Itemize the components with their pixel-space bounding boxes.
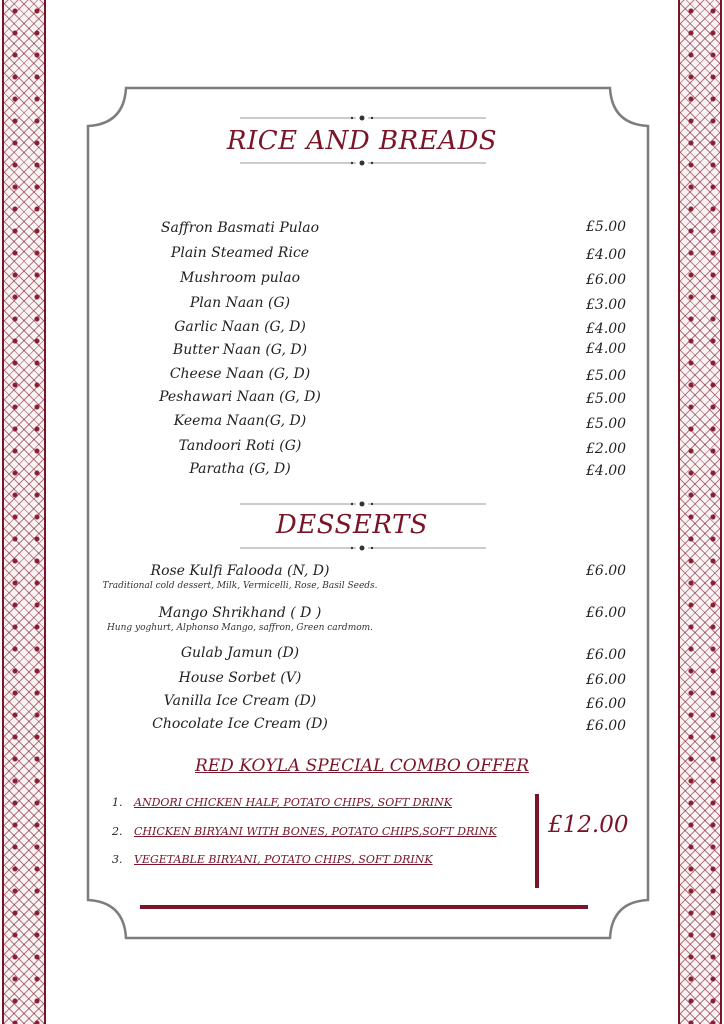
menu-item-price: £6.00 (586, 647, 627, 663)
combo-item (112, 853, 532, 866)
menu-item-name: Garlic Naan (G, D) (174, 319, 306, 335)
menu-item-price: £5.00 (586, 416, 627, 432)
menu-item-name: Butter Naan (G, D) (172, 342, 308, 358)
combo-item-text: CHICKEN BIRYANI WITH BONES, POTATO CHIPS,SOFT DRINK (134, 825, 497, 838)
menu-item-price: £5.00 (586, 219, 627, 235)
section-title-desserts: DESSERTS (275, 510, 429, 540)
combo-price: £12.00 (548, 812, 629, 838)
menu-item-name: Plain Steamed Rice (170, 245, 310, 261)
combo-item-number: 3. (112, 853, 123, 866)
menu-item-name: Paratha (G, D) (189, 461, 291, 477)
combo-offer-title: RED KOYLA SPECIAL COMBO OFFER (194, 756, 530, 776)
menu-item-name: Keema Naan(G, D) (173, 413, 307, 429)
menu-item-name: Cheese Naan (G, D) (169, 366, 311, 382)
section-title-rice-breads: RICE AND BREADS (226, 126, 498, 156)
menu-item-price: £6.00 (586, 696, 627, 712)
combo-item (112, 796, 532, 809)
combo-item (112, 825, 532, 838)
menu-item-name: Plan Naan (G) (189, 295, 291, 311)
menu-item-name: Rose Kulfi Falooda (N, D) (150, 563, 330, 579)
menu-item-description: Traditional cold dessert, Milk, Vermicelli, Rose, Basil Seeds. (102, 581, 378, 591)
menu-item-price: £4.00 (586, 341, 627, 357)
combo-item-number: 2. (112, 825, 123, 838)
menu-item-name: Gulab Jamun (D) (180, 645, 300, 661)
combo-item-number: 1. (112, 796, 123, 809)
menu-item-price: £2.00 (586, 441, 627, 457)
menu-item-price: £6.00 (586, 605, 627, 621)
menu-item-name: Tandoori Roti (G) (178, 438, 302, 454)
menu-item-name: Vanilla Ice Cream (D) (163, 693, 317, 709)
menu-item-name: Saffron Basmati Pulao (160, 220, 320, 236)
menu-item-name: Peshawari Naan (G, D) (159, 389, 321, 405)
menu-item-price: £4.00 (586, 247, 627, 263)
menu-item-price: £4.00 (586, 463, 627, 479)
menu-item-name: House Sorbet (V) (178, 670, 302, 686)
menu-item-price: £6.00 (586, 272, 627, 288)
bottom-rule (140, 905, 588, 909)
menu-item-price: £5.00 (586, 391, 627, 407)
menu-item-price: £4.00 (586, 321, 627, 337)
menu-item-price: £5.00 (586, 368, 627, 384)
combo-price-divider (535, 794, 539, 888)
combo-item-text: ANDORI CHICKEN HALF, POTATO CHIPS, SOFT DRINK (134, 796, 452, 809)
menu-item-name: Mushroom pulao (179, 270, 301, 286)
menu-item-name: Mango Shrikhand ( D ) (158, 605, 322, 621)
menu-item-price: £6.00 (586, 672, 627, 688)
menu-item-description: Hung yoghurt, Alphonso Mango, saffron, Green cardmom. (106, 623, 374, 633)
combo-item-text: VEGETABLE BIRYANI, POTATO CHIPS, SOFT DRINK (134, 853, 433, 866)
menu-item-price: £3.00 (586, 297, 627, 313)
menu-item-price: £6.00 (586, 563, 627, 579)
menu-item-price: £6.00 (586, 718, 627, 734)
menu-item-name: Chocolate Ice Cream (D) (152, 716, 328, 732)
